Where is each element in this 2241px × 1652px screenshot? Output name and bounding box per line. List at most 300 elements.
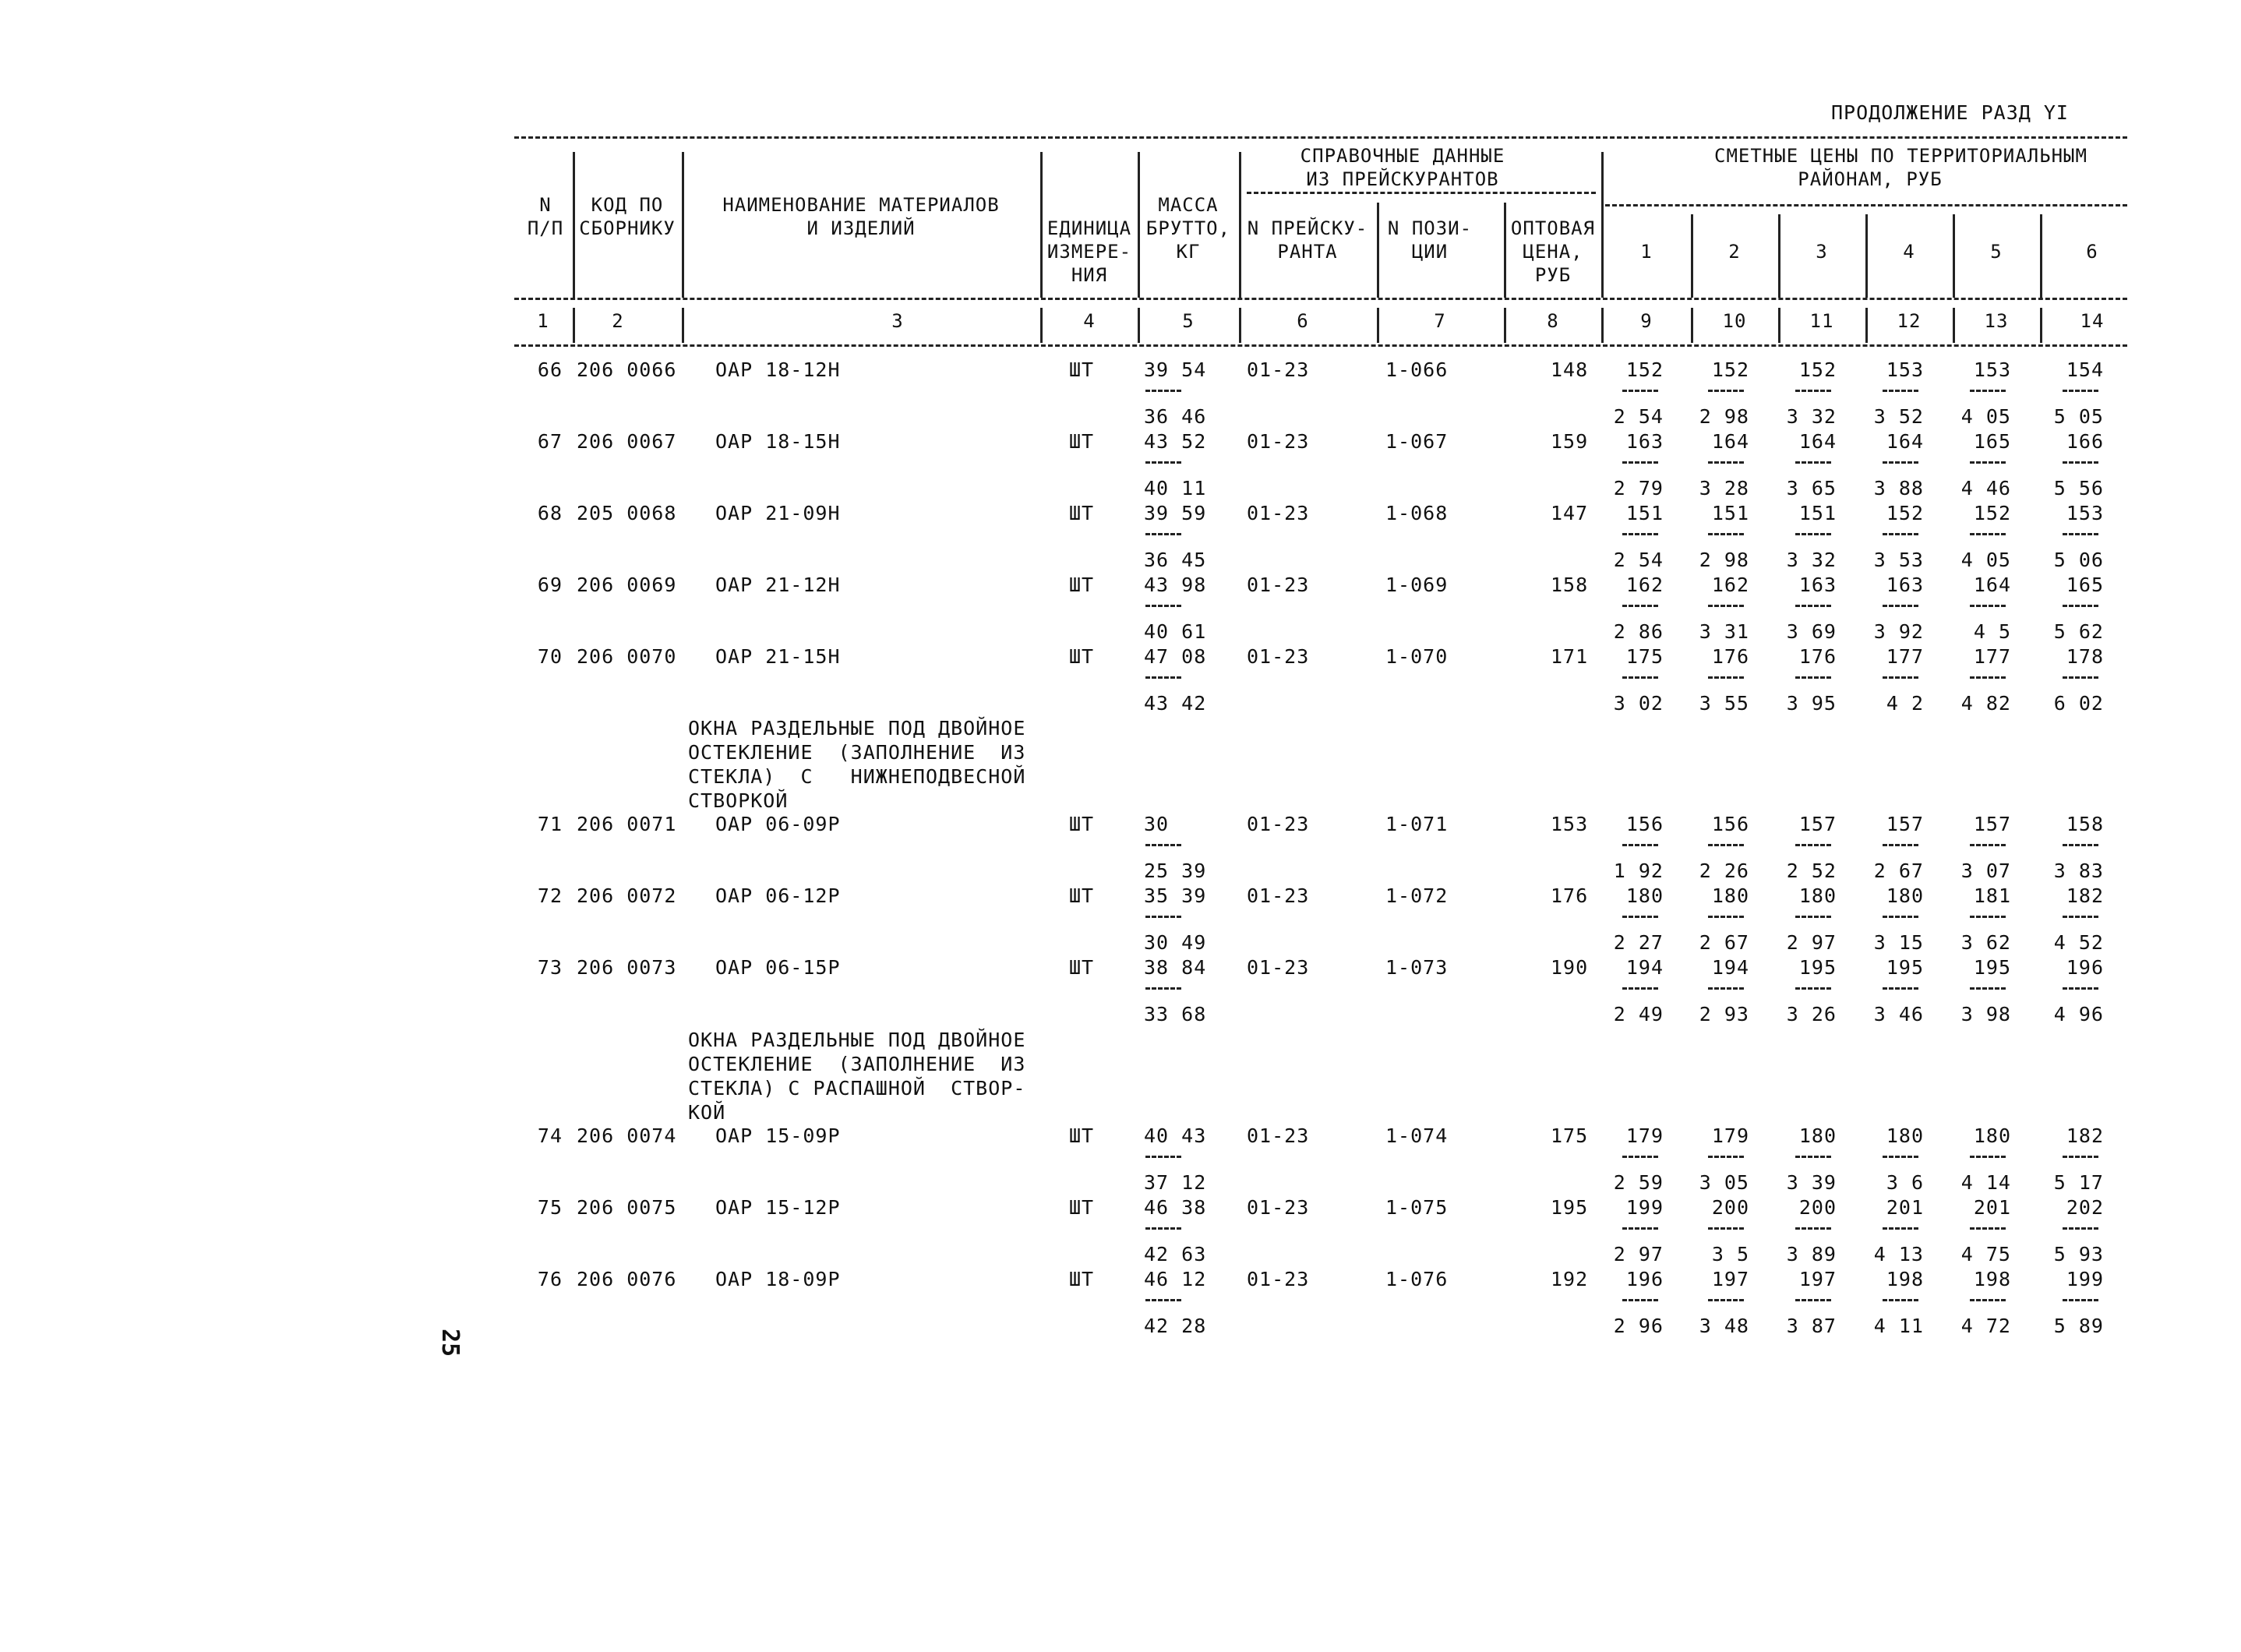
- row-price-region-5: 201: [1973, 1196, 2011, 1219]
- fraction-bar: [1622, 916, 1658, 918]
- header-top-rule: [514, 136, 2127, 139]
- row-price-extra-region-5: 4 14: [1960, 1171, 2011, 1194]
- row-pricelist: 01-23: [1247, 645, 1310, 668]
- row-unit: ШТ: [1069, 884, 1095, 907]
- fraction-bar: [1970, 605, 2006, 607]
- row-price-extra-region-3: 2 97: [1786, 931, 1837, 954]
- fraction-bar: [1970, 390, 2006, 392]
- section-heading: ОКНА РАЗДЕЛЬНЫЕ ПОД ДВОЙНОЕ: [688, 1029, 1026, 1051]
- row-price-region-5: 165: [1973, 430, 2011, 453]
- fraction-bar: [1622, 533, 1658, 535]
- fraction-bar: [1795, 390, 1831, 392]
- row-code: 206 0076: [577, 1268, 677, 1290]
- row-price-region-4: 163: [1886, 574, 1924, 596]
- row-name: ОАР 21-12Н: [715, 574, 841, 596]
- row-name: ОАР 18-09Р: [715, 1268, 841, 1290]
- header-col7: ЦИИ: [1411, 241, 1449, 263]
- header-region-6: 6: [2086, 241, 2098, 263]
- row-price-region-4: 180: [1886, 1124, 1924, 1147]
- continuation-label: ПРОДОЛЖЕНИЕ РАЗД YI: [1831, 101, 2069, 124]
- fraction-bar: [1795, 1156, 1831, 1158]
- row-mass: 40 43: [1144, 1124, 1207, 1147]
- header-col1: П/П: [527, 217, 564, 239]
- row-name: ОАР 18-15Н: [715, 430, 841, 453]
- fraction-bar: [1145, 461, 1181, 464]
- section-heading: ОСТЕКЛЕНИЕ (ЗАПОЛНЕНИЕ ИЗ: [688, 741, 1026, 764]
- fraction-bar: [1622, 605, 1658, 607]
- row-pricelist: 01-23: [1247, 502, 1310, 524]
- header-col2: СБОРНИКУ: [579, 217, 676, 239]
- row-unit: ШТ: [1069, 813, 1095, 835]
- row-price-extra-region-3: 3 32: [1786, 405, 1837, 428]
- row-price-extra-region-5: 4 05: [1960, 405, 2011, 428]
- fraction-bar: [1708, 916, 1744, 918]
- row-pricelist: 01-23: [1247, 1196, 1310, 1219]
- row-name: ОАР 15-09Р: [715, 1124, 841, 1147]
- column-number: 6: [1297, 310, 1309, 332]
- row-name: ОАР 15-12Р: [715, 1196, 841, 1219]
- fraction-bar: [1883, 1156, 1918, 1158]
- row-price-extra-region-2: 3 5: [1711, 1243, 1749, 1265]
- row-mass-net: 36 45: [1144, 549, 1207, 571]
- row-mass-net: 36 46: [1144, 405, 1207, 428]
- row-mass-net: 30 49: [1144, 931, 1207, 954]
- row-price-region-6: 182: [2066, 884, 2104, 907]
- row-code: 206 0071: [577, 813, 677, 835]
- row-code: 206 0073: [577, 956, 677, 979]
- header-price-group: РАЙОНАМ, РУБ: [1798, 168, 1943, 190]
- row-price-extra-region-1: 3 02: [1613, 692, 1664, 715]
- row-position: 1-076: [1385, 1268, 1449, 1290]
- row-price-region-3: 164: [1798, 430, 1837, 453]
- row-unit: ШТ: [1069, 430, 1095, 453]
- header-ref-group: СПРАВОЧНЫЕ ДАННЫЕ: [1300, 145, 1505, 167]
- row-price-extra-region-5: 3 07: [1960, 860, 2011, 882]
- row-price-region-6: 165: [2066, 574, 2104, 596]
- row-price-region-6: 196: [2066, 956, 2104, 979]
- row-position: 1-069: [1385, 574, 1449, 596]
- header-region-2: 2: [1728, 241, 1741, 263]
- row-mass: 39 59: [1144, 502, 1207, 524]
- row-price-region-2: 176: [1711, 645, 1749, 668]
- fraction-bar: [1145, 390, 1181, 392]
- row-price-region-3: 180: [1798, 884, 1837, 907]
- row-price-extra-region-4: 4 11: [1873, 1315, 1924, 1337]
- row-price-region-6: 178: [2066, 645, 2104, 668]
- row-pricelist: 01-23: [1247, 358, 1310, 381]
- fraction-bar: [1708, 390, 1744, 392]
- fraction-bar: [1622, 844, 1658, 846]
- section-heading: КОЙ: [688, 1101, 726, 1124]
- fraction-bar: [1970, 987, 2006, 990]
- fraction-bar: [1145, 605, 1181, 607]
- row-price-region-1: 194: [1625, 956, 1664, 979]
- fraction-bar: [1795, 461, 1831, 464]
- row-mass-net: 42 63: [1144, 1243, 1207, 1265]
- row-price-region-2: 152: [1711, 358, 1749, 381]
- fraction-bar: [1145, 1227, 1181, 1230]
- row-position: 1-072: [1385, 884, 1449, 907]
- fraction-bar: [2063, 676, 2098, 679]
- fraction-bar: [1883, 461, 1918, 464]
- fraction-bar: [1795, 533, 1831, 535]
- column-number: 12: [1897, 310, 1922, 332]
- row-price-region-1: 156: [1625, 813, 1664, 835]
- row-number: 74: [537, 1124, 563, 1147]
- row-price-extra-region-6: 5 06: [2053, 549, 2104, 571]
- row-price-extra-region-6: 5 05: [2053, 405, 2104, 428]
- column-number: 9: [1640, 310, 1653, 332]
- row-price-region-6: 182: [2066, 1124, 2104, 1147]
- row-price-region-5: 180: [1973, 1124, 2011, 1147]
- row-price-region-4: 153: [1886, 358, 1924, 381]
- row-price-extra-region-1: 2 54: [1613, 549, 1664, 571]
- fraction-bar: [1970, 461, 2006, 464]
- row-price-extra-region-2: 2 93: [1699, 1003, 1749, 1025]
- row-price-region-4: 201: [1886, 1196, 1924, 1219]
- row-price-region-5: 152: [1973, 502, 2011, 524]
- row-price-extra-region-6: 4 96: [2053, 1003, 2104, 1025]
- row-price-extra-region-5: 4 75: [1960, 1243, 2011, 1265]
- fraction-bar: [1708, 461, 1744, 464]
- fraction-bar: [1708, 844, 1744, 846]
- row-number: 68: [537, 502, 563, 524]
- fraction-bar: [1145, 987, 1181, 990]
- row-price-region-1: 175: [1625, 645, 1664, 668]
- fraction-bar: [1795, 987, 1831, 990]
- row-price-extra-region-1: 2 97: [1613, 1243, 1664, 1265]
- row-price-region-2: 179: [1711, 1124, 1749, 1147]
- row-wholesale-price: 192: [1551, 1268, 1589, 1290]
- header-region-1: 1: [1640, 241, 1653, 263]
- row-price-extra-region-2: 2 26: [1699, 860, 1749, 882]
- row-price-region-3: 176: [1798, 645, 1837, 668]
- fraction-bar: [1145, 1299, 1181, 1301]
- fraction-bar: [1795, 844, 1831, 846]
- header-mid-rule: [514, 298, 2127, 300]
- row-price-region-6: 199: [2066, 1268, 2104, 1290]
- row-price-extra-region-3: 3 87: [1786, 1315, 1837, 1337]
- row-unit: ШТ: [1069, 1124, 1095, 1147]
- row-name: ОАР 06-09Р: [715, 813, 841, 835]
- row-unit: ШТ: [1069, 574, 1095, 596]
- row-code: 206 0072: [577, 884, 677, 907]
- row-unit: ШТ: [1069, 956, 1095, 979]
- fraction-bar: [1708, 987, 1744, 990]
- row-position: 1-074: [1385, 1124, 1449, 1147]
- row-code: 206 0075: [577, 1196, 677, 1219]
- row-price-region-3: 152: [1798, 358, 1837, 381]
- row-price-region-1: 196: [1625, 1268, 1664, 1290]
- header-col4: НИЯ: [1071, 264, 1108, 286]
- header-col5: МАССА: [1158, 194, 1219, 216]
- row-price-extra-region-6: 6 02: [2053, 692, 2104, 715]
- row-number: 67: [537, 430, 563, 453]
- row-price-extra-region-5: 4 5: [1973, 620, 2011, 643]
- row-unit: ШТ: [1069, 645, 1095, 668]
- row-price-region-2: 156: [1711, 813, 1749, 835]
- fraction-bar: [1622, 1156, 1658, 1158]
- fraction-bar: [1145, 676, 1181, 679]
- fraction-bar: [1883, 605, 1918, 607]
- fraction-bar: [2063, 533, 2098, 535]
- row-price-region-4: 157: [1886, 813, 1924, 835]
- row-price-region-2: 180: [1711, 884, 1749, 907]
- row-price-region-3: 151: [1798, 502, 1837, 524]
- row-price-region-4: 198: [1886, 1268, 1924, 1290]
- row-mass-net: 43 42: [1144, 692, 1207, 715]
- row-price-region-6: 202: [2066, 1196, 2104, 1219]
- row-price-extra-region-3: 3 69: [1786, 620, 1837, 643]
- row-name: ОАР 21-09Н: [715, 502, 841, 524]
- header-region-3: 3: [1816, 241, 1828, 263]
- row-price-extra-region-2: 2 98: [1699, 549, 1749, 571]
- row-wholesale-price: 153: [1551, 813, 1589, 835]
- fraction-bar: [1883, 1227, 1918, 1230]
- row-code: 205 0068: [577, 502, 677, 524]
- row-price-extra-region-2: 3 05: [1699, 1171, 1749, 1194]
- fraction-bar: [1883, 390, 1918, 392]
- row-price-region-4: 164: [1886, 430, 1924, 453]
- fraction-bar: [1970, 676, 2006, 679]
- row-price-extra-region-5: 3 98: [1960, 1003, 2011, 1025]
- fraction-bar: [1708, 1227, 1744, 1230]
- fraction-bar: [1795, 605, 1831, 607]
- row-price-region-5: 198: [1973, 1268, 2011, 1290]
- row-mass-net: 37 12: [1144, 1171, 1207, 1194]
- column-number: 8: [1547, 310, 1559, 332]
- column-number: 7: [1434, 310, 1446, 332]
- row-price-extra-region-2: 3 28: [1699, 477, 1749, 499]
- row-name: ОАР 06-12Р: [715, 884, 841, 907]
- row-position: 1-066: [1385, 358, 1449, 381]
- fraction-bar: [2063, 916, 2098, 918]
- row-price-extra-region-1: 1 92: [1613, 860, 1664, 882]
- row-wholesale-price: 159: [1551, 430, 1589, 453]
- row-number: 69: [537, 574, 563, 596]
- fraction-bar: [1145, 1156, 1181, 1158]
- fraction-bar: [1795, 916, 1831, 918]
- fraction-bar: [1708, 676, 1744, 679]
- row-price-extra-region-5: 3 62: [1960, 931, 2011, 954]
- fraction-bar: [1145, 916, 1181, 918]
- fraction-bar: [1708, 1299, 1744, 1301]
- fraction-bar: [1883, 1299, 1918, 1301]
- row-wholesale-price: 147: [1551, 502, 1589, 524]
- row-mass-net: 40 61: [1144, 620, 1207, 643]
- header-col3: И ИЗДЕЛИЙ: [806, 217, 916, 239]
- row-mass: 43 98: [1144, 574, 1207, 596]
- row-price-extra-region-4: 4 13: [1873, 1243, 1924, 1265]
- row-mass: 43 52: [1144, 430, 1207, 453]
- fraction-bar: [1622, 1299, 1658, 1301]
- row-price-extra-region-2: 2 67: [1699, 931, 1749, 954]
- header-col3: НАИМЕНОВАНИЕ МАТЕРИАЛОВ: [722, 194, 1000, 216]
- fraction-bar: [2063, 1227, 2098, 1230]
- fraction-bar: [1970, 1156, 2006, 1158]
- fraction-bar: [1883, 533, 1918, 535]
- row-price-extra-region-3: 3 26: [1786, 1003, 1837, 1025]
- fraction-bar: [1622, 676, 1658, 679]
- row-name: ОАР 21-15Н: [715, 645, 841, 668]
- fraction-bar: [1622, 461, 1658, 464]
- row-price-region-6: 153: [2066, 502, 2104, 524]
- row-price-extra-region-6: 5 89: [2053, 1315, 2104, 1337]
- column-number: 2: [612, 310, 624, 332]
- row-price-extra-region-4: 2 67: [1873, 860, 1924, 882]
- row-price-region-3: 200: [1798, 1196, 1837, 1219]
- row-code: 206 0067: [577, 430, 677, 453]
- fraction-bar: [1708, 533, 1744, 535]
- row-mass: 47 08: [1144, 645, 1207, 668]
- column-number: 5: [1182, 310, 1195, 332]
- fraction-bar: [1708, 1156, 1744, 1158]
- page-number: 25: [436, 1329, 464, 1357]
- row-mass: 30: [1144, 813, 1170, 835]
- row-mass: 39 54: [1144, 358, 1207, 381]
- row-price-region-3: 195: [1798, 956, 1837, 979]
- row-pricelist: 01-23: [1247, 430, 1310, 453]
- column-number: 13: [1984, 310, 2009, 332]
- row-price-region-5: 181: [1973, 884, 2011, 907]
- row-price-region-6: 154: [2066, 358, 2104, 381]
- column-number: 14: [2080, 310, 2105, 332]
- row-pricelist: 01-23: [1247, 1268, 1310, 1290]
- row-price-extra-region-4: 3 53: [1873, 549, 1924, 571]
- row-number: 70: [537, 645, 563, 668]
- row-price-region-1: 180: [1625, 884, 1664, 907]
- header-col6: N ПРЕЙСКУ-: [1247, 217, 1368, 239]
- row-wholesale-price: 190: [1551, 956, 1589, 979]
- row-unit: ШТ: [1069, 1268, 1095, 1290]
- row-price-region-3: 197: [1798, 1268, 1837, 1290]
- row-price-extra-region-6: 3 83: [2053, 860, 2104, 882]
- row-wholesale-price: 158: [1551, 574, 1589, 596]
- header-col2: КОД ПО: [591, 194, 664, 216]
- row-price-extra-region-6: 5 56: [2053, 477, 2104, 499]
- row-price-extra-region-5: 4 72: [1960, 1315, 2011, 1337]
- row-price-extra-region-1: 2 86: [1613, 620, 1664, 643]
- fraction-bar: [1622, 987, 1658, 990]
- row-mass: 46 38: [1144, 1196, 1207, 1219]
- fraction-bar: [2063, 390, 2098, 392]
- header-region-4: 4: [1903, 241, 1915, 263]
- header-region-5: 5: [1990, 241, 2003, 263]
- row-unit: ШТ: [1069, 358, 1095, 381]
- row-price-region-5: 195: [1973, 956, 2011, 979]
- row-price-region-6: 166: [2066, 430, 2104, 453]
- row-unit: ШТ: [1069, 1196, 1095, 1219]
- row-price-extra-region-1: 2 27: [1613, 931, 1664, 954]
- column-number: 11: [1809, 310, 1834, 332]
- fraction-bar: [1795, 676, 1831, 679]
- row-mass-net: 33 68: [1144, 1003, 1207, 1025]
- row-price-extra-region-3: 2 52: [1786, 860, 1837, 882]
- row-price-region-2: 164: [1711, 430, 1749, 453]
- row-price-region-5: 164: [1973, 574, 2011, 596]
- row-price-region-2: 162: [1711, 574, 1749, 596]
- row-number: 66: [537, 358, 563, 381]
- row-price-extra-region-4: 3 15: [1873, 931, 1924, 954]
- row-price-extra-region-4: 3 88: [1873, 477, 1924, 499]
- fraction-bar: [2063, 844, 2098, 846]
- row-wholesale-price: 176: [1551, 884, 1589, 907]
- fraction-bar: [2063, 1156, 2098, 1158]
- row-price-extra-region-2: 3 31: [1699, 620, 1749, 643]
- fraction-bar: [1883, 844, 1918, 846]
- row-price-extra-region-1: 2 49: [1613, 1003, 1664, 1025]
- row-price-region-3: 163: [1798, 574, 1837, 596]
- row-price-extra-region-4: 3 6: [1886, 1171, 1924, 1194]
- row-price-region-1: 151: [1625, 502, 1664, 524]
- row-name: ОАР 18-12Н: [715, 358, 841, 381]
- fraction-bar: [2063, 461, 2098, 464]
- row-position: 1-068: [1385, 502, 1449, 524]
- row-price-region-5: 157: [1973, 813, 2011, 835]
- row-price-region-3: 157: [1798, 813, 1837, 835]
- header-col7: N ПОЗИ-: [1387, 217, 1473, 239]
- row-price-extra-region-6: 5 62: [2053, 620, 2104, 643]
- row-pricelist: 01-23: [1247, 956, 1310, 979]
- fraction-bar: [1145, 533, 1181, 535]
- row-price-region-1: 152: [1625, 358, 1664, 381]
- header-col6: РАНТА: [1277, 241, 1338, 263]
- section-heading: ОКНА РАЗДЕЛЬНЫЕ ПОД ДВОЙНОЕ: [688, 717, 1026, 740]
- row-mass-net: 25 39: [1144, 860, 1207, 882]
- row-price-extra-region-4: 3 92: [1873, 620, 1924, 643]
- row-price-extra-region-3: 3 65: [1786, 477, 1837, 499]
- row-mass-net: 40 11: [1144, 477, 1207, 499]
- row-number: 75: [537, 1196, 563, 1219]
- row-price-extra-region-2: 3 48: [1699, 1315, 1749, 1337]
- fraction-bar: [2063, 605, 2098, 607]
- row-price-region-5: 177: [1973, 645, 2011, 668]
- fraction-bar: [1795, 1299, 1831, 1301]
- row-price-extra-region-6: 5 17: [2053, 1171, 2104, 1194]
- fraction-bar: [1883, 916, 1918, 918]
- row-name: ОАР 06-15Р: [715, 956, 841, 979]
- header-ref-group: ИЗ ПРЕЙСКУРАНТОВ: [1306, 168, 1499, 190]
- row-price-extra-region-4: 3 46: [1873, 1003, 1924, 1025]
- column-number: 1: [537, 310, 549, 332]
- header-col8: ОПТОВАЯ: [1510, 217, 1596, 239]
- fraction-bar: [1883, 676, 1918, 679]
- row-price-region-1: 163: [1625, 430, 1664, 453]
- row-pricelist: 01-23: [1247, 574, 1310, 596]
- row-price-region-3: 180: [1798, 1124, 1837, 1147]
- row-pricelist: 01-23: [1247, 813, 1310, 835]
- row-code: 206 0074: [577, 1124, 677, 1147]
- section-heading: ОСТЕКЛЕНИЕ (ЗАПОЛНЕНИЕ ИЗ: [688, 1053, 1026, 1075]
- header-col8: РУБ: [1534, 264, 1572, 286]
- column-number: 3: [891, 310, 904, 332]
- row-number: 73: [537, 956, 563, 979]
- row-price-region-4: 195: [1886, 956, 1924, 979]
- header-price-group: СМЕТНЫЕ ЦЕНЫ ПО ТЕРРИТОРИАЛЬНЫМ: [1714, 145, 2087, 167]
- row-pricelist: 01-23: [1247, 884, 1310, 907]
- row-unit: ШТ: [1069, 502, 1095, 524]
- row-price-extra-region-1: 2 96: [1613, 1315, 1664, 1337]
- header-col5: КГ: [1176, 241, 1201, 263]
- fraction-bar: [2063, 987, 2098, 990]
- row-code: 206 0070: [577, 645, 677, 668]
- row-price-extra-region-2: 3 55: [1699, 692, 1749, 715]
- row-wholesale-price: 175: [1551, 1124, 1589, 1147]
- row-price-extra-region-6: 5 93: [2053, 1243, 2104, 1265]
- row-price-region-1: 179: [1625, 1124, 1664, 1147]
- row-price-extra-region-3: 3 32: [1786, 549, 1837, 571]
- row-mass: 35 39: [1144, 884, 1207, 907]
